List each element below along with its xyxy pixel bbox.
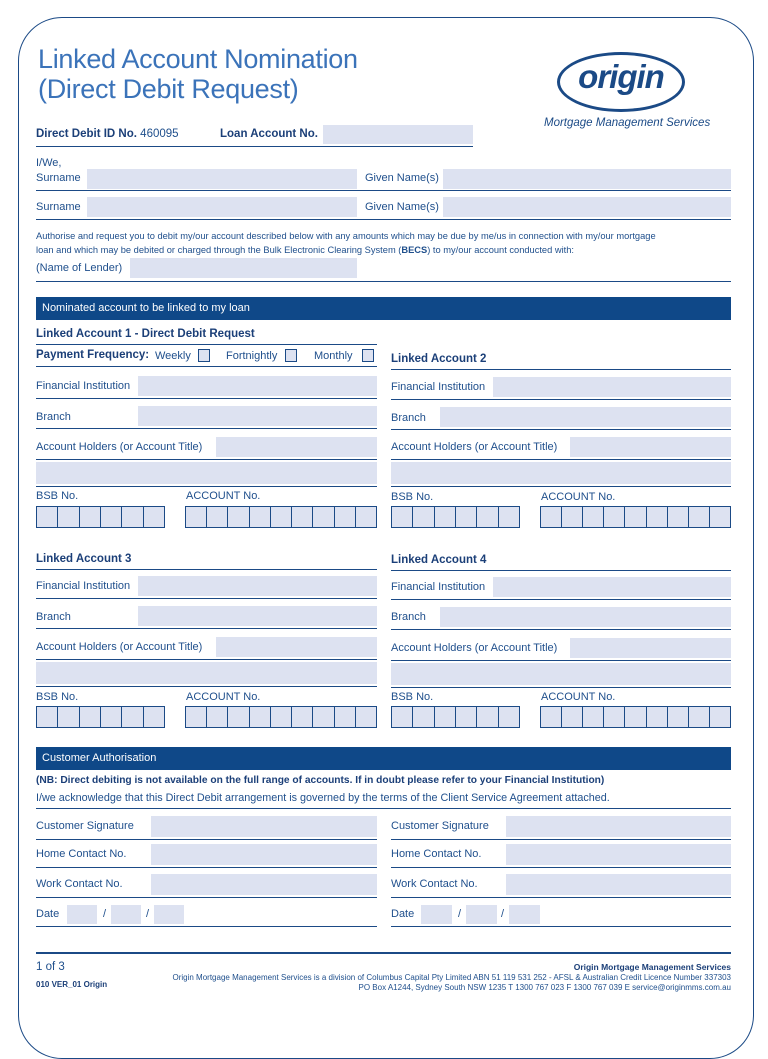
footer-rule (36, 952, 731, 954)
surname-label-1: Surname (36, 172, 81, 184)
divider (391, 459, 731, 460)
divider (36, 281, 731, 282)
divider (36, 808, 731, 809)
linked-account-3-title: Linked Account 3 (36, 553, 132, 565)
customer-signature-input-2[interactable] (506, 816, 731, 837)
divider (36, 219, 731, 220)
divider (36, 598, 377, 599)
account-holders-input-4[interactable] (570, 638, 731, 658)
account-holders-label-1: Account Holders (or Account Title) (36, 441, 203, 453)
loan-account-label: Loan Account No. (220, 128, 318, 140)
direct-debit-id-label: Direct Debit ID No. (36, 128, 137, 140)
financial-institution-label-2: Financial Institution (391, 381, 486, 393)
customer-signature-label-2: Customer Signature (391, 820, 489, 832)
home-contact-label-2: Home Contact No. (391, 848, 482, 860)
financial-institution-input-3[interactable] (138, 576, 377, 596)
bsb-input-1[interactable] (36, 506, 165, 528)
iwe-label: I/We, (36, 157, 62, 169)
branch-input-1[interactable] (138, 406, 377, 426)
date-label-1: Date (36, 908, 60, 920)
divider (391, 926, 731, 927)
bsb-input-4[interactable] (391, 706, 520, 728)
date-day-input-2[interactable] (421, 905, 452, 924)
branch-label-2: Branch (391, 412, 426, 424)
payment-frequency-label: Payment Frequency: (36, 349, 150, 361)
divider (36, 926, 377, 927)
divider (36, 867, 377, 868)
account-no-input-1[interactable] (185, 506, 377, 528)
direct-debit-id (36, 128, 179, 140)
branch-label-1: Branch (36, 411, 71, 423)
financial-institution-label-3: Financial Institution (36, 580, 131, 592)
date-month-input-2[interactable] (466, 905, 497, 924)
work-contact-label-2: Work Contact No. (391, 878, 478, 890)
account-holders-input-1[interactable] (216, 437, 377, 457)
bsb-input-2[interactable] (391, 506, 520, 528)
date-day-input-1[interactable] (67, 905, 97, 924)
bsb-label-4: BSB No. (391, 691, 434, 703)
account-no-input-3[interactable] (185, 706, 377, 728)
customer-signature-label-1: Customer Signature (36, 820, 134, 832)
account-no-label-4: ACCOUNT No. (541, 691, 616, 703)
origin-logo-text: origin (578, 58, 664, 95)
form-code: 010 VER_01 Origin (36, 980, 108, 989)
divider (391, 839, 731, 840)
branch-input-2[interactable] (440, 407, 731, 427)
divider (36, 459, 377, 460)
authorise-text-part3: ) to my/our account conducted with: (427, 245, 574, 255)
divider (36, 659, 377, 660)
divider (391, 660, 731, 661)
authorise-text (36, 229, 736, 257)
footer-company: Origin Mortgage Management Services (573, 962, 731, 972)
date-slash: / (501, 908, 505, 920)
becs-abbrev: BECS (401, 245, 428, 255)
divider (36, 190, 731, 191)
date-slash: / (103, 908, 107, 920)
given-names-label-2: Given Name(s) (365, 201, 439, 213)
date-slash: / (458, 908, 462, 920)
branch-label-3: Branch (36, 611, 71, 623)
divider (391, 867, 731, 868)
weekly-checkbox[interactable] (198, 349, 210, 362)
home-contact-label-1: Home Contact No. (36, 848, 127, 860)
linked-account-2-title: Linked Account 2 (391, 353, 487, 365)
divider (36, 366, 377, 367)
account-no-label-1: ACCOUNT No. (186, 490, 261, 502)
divider (36, 686, 377, 687)
account-holders-label-3: Account Holders (or Account Title) (36, 641, 203, 653)
home-contact-input-1[interactable] (151, 844, 377, 865)
linked-account-4-title: Linked Account 4 (391, 554, 487, 566)
divider (391, 629, 731, 630)
financial-institution-input-2[interactable] (493, 377, 731, 397)
account-holders-input-3b[interactable] (36, 662, 377, 684)
acknowledge-text: I/we acknowledge that this Direct Debit arrangement is governed by the terms of the Client Service Agreement attached. (36, 792, 610, 804)
footer-line1: Origin Mortgage Management Services is a division of Columbus Capital Pty Limited ABN 51 119 531 252 - AFSL & Australian Credit Licence Number 337303 (172, 973, 731, 982)
divider (36, 146, 473, 147)
work-contact-input-1[interactable] (151, 874, 377, 895)
account-holders-label-4: Account Holders (or Account Title) (391, 642, 558, 654)
date-year-input-2[interactable] (509, 905, 540, 924)
divider (391, 486, 731, 487)
account-holders-input-1b[interactable] (36, 462, 377, 484)
date-year-input-1[interactable] (154, 905, 184, 924)
date-label-2: Date (391, 908, 415, 920)
authorise-text-part2: loan and which may be debited or charged through the Bulk Electronic Clearing System ( (36, 245, 402, 255)
form-title-line2: (Direct Debit Request) (38, 74, 299, 104)
page-number: 1 of 3 (36, 961, 65, 973)
date-slash: / (146, 908, 150, 920)
account-holders-input-3[interactable] (216, 637, 377, 657)
account-holders-input-2b[interactable] (391, 462, 731, 484)
home-contact-input-2[interactable] (506, 844, 731, 865)
account-no-label-2: ACCOUNT No. (541, 491, 616, 503)
financial-institution-input-1[interactable] (138, 376, 377, 396)
account-holders-input-4b[interactable] (391, 663, 731, 685)
divider (36, 428, 377, 429)
branch-label-4: Branch (391, 611, 426, 623)
fortnightly-label: Fortnightly (226, 350, 278, 362)
bsb-label-3: BSB No. (36, 691, 79, 703)
account-holders-label-2: Account Holders (or Account Title) (391, 441, 558, 453)
footer-line2: PO Box A1244, Sydney South NSW 1235 T 1300 767 023 F 1300 767 039 E service@originmms.com.au (358, 983, 731, 992)
divider (36, 897, 377, 898)
surname-label-2: Surname (36, 201, 81, 213)
fortnightly-checkbox[interactable] (285, 349, 297, 362)
lender-input[interactable] (130, 258, 357, 278)
account-no-label-3: ACCOUNT No. (186, 691, 261, 703)
divider (391, 599, 731, 600)
divider (36, 628, 377, 629)
account-no-input-2[interactable] (540, 506, 731, 528)
authorise-text-line2 (36, 243, 736, 257)
bsb-label-2: BSB No. (391, 491, 434, 503)
divider (391, 570, 731, 571)
loan-account-input[interactable] (323, 125, 473, 144)
divider (36, 486, 377, 487)
financial-institution-label-1: Financial Institution (36, 380, 131, 392)
monthly-label: Monthly (314, 350, 353, 362)
work-contact-label-1: Work Contact No. (36, 878, 123, 890)
work-contact-input-2[interactable] (506, 874, 731, 895)
customer-signature-input-1[interactable] (151, 816, 377, 837)
bsb-input-3[interactable] (36, 706, 165, 728)
weekly-label: Weekly (155, 350, 191, 362)
nominated-account-bar: Nominated account to be linked to my loan (36, 297, 731, 320)
divider (391, 429, 731, 430)
divider (36, 398, 377, 399)
surname-input-1[interactable] (87, 169, 357, 189)
account-holders-input-2[interactable] (570, 437, 731, 457)
authorise-text-line1: Authorise and request you to debit my/our account described below with any amounts which may be due by me/us in connection with my/our mortgage (36, 231, 656, 241)
financial-institution-input-4[interactable] (493, 577, 731, 597)
divider (36, 344, 377, 345)
divider (391, 399, 731, 400)
divider (391, 369, 731, 370)
direct-debit-id-value: 460095 (140, 128, 179, 140)
divider (36, 839, 377, 840)
monthly-checkbox[interactable] (362, 349, 374, 362)
branch-input-3[interactable] (138, 606, 377, 626)
divider (391, 897, 731, 898)
lender-label: (Name of Lender) (36, 262, 123, 274)
form-title-line1: Linked Account Nomination (38, 44, 358, 74)
origin-logo-subtitle: Mortgage Management Services (544, 117, 711, 129)
given-names-input-1[interactable] (443, 169, 731, 189)
date-month-input-1[interactable] (111, 905, 141, 924)
bsb-label-1: BSB No. (36, 490, 79, 502)
given-names-label-1: Given Name(s) (365, 172, 439, 184)
divider (391, 687, 731, 688)
divider (36, 569, 377, 570)
surname-input-2[interactable] (87, 197, 357, 217)
given-names-input-2[interactable] (443, 197, 731, 217)
account-no-input-4[interactable] (540, 706, 731, 728)
branch-input-4[interactable] (440, 607, 731, 627)
form-title (38, 44, 358, 104)
linked-account-1-title: Linked Account 1 - Direct Debit Request (36, 328, 255, 340)
financial-institution-label-4: Financial Institution (391, 581, 486, 593)
customer-authorisation-bar: Customer Authorisation (36, 747, 731, 770)
nb-note: (NB: Direct debiting is not available on the full range of accounts. If in doubt please refer to your Financial Institution) (36, 775, 605, 786)
